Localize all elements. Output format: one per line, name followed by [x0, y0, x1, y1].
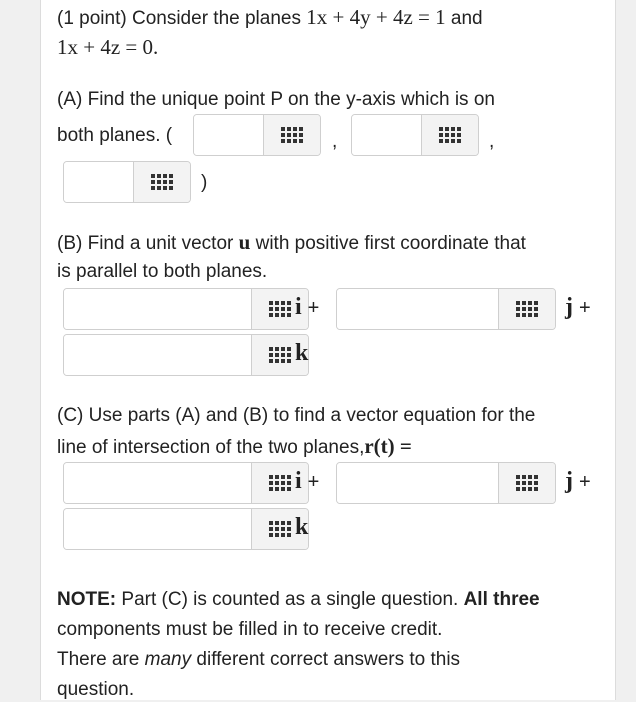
- plane1-equation: 1x + 4y + 4z = 1: [306, 5, 446, 29]
- plus-sign: +: [307, 297, 320, 319]
- j-label: [565, 294, 591, 321]
- keypad-grid-icon: [516, 475, 538, 491]
- note-line1: [57, 588, 540, 612]
- keypad-grid-icon: [269, 347, 291, 363]
- plus-sign: +: [579, 297, 591, 319]
- point-y-field[interactable]: [351, 114, 479, 156]
- points-text: (1 point) Consider the planes: [57, 8, 301, 29]
- i-label: [295, 294, 319, 321]
- plus-sign: +: [307, 471, 320, 493]
- line-i-field[interactable]: [63, 462, 309, 504]
- problem-header-line1: [57, 5, 483, 31]
- partC-prompt-line1: (C) Use parts (A) and (B) to find a vector equation for the: [57, 405, 536, 426]
- unit-vector-i-input[interactable]: [64, 289, 251, 329]
- point-x-input[interactable]: [194, 115, 263, 155]
- line-j-field[interactable]: [336, 462, 556, 504]
- unit-vector-i-field[interactable]: [63, 288, 309, 330]
- note-many: many: [144, 649, 192, 670]
- i-label: [295, 468, 319, 495]
- j-label: [565, 468, 591, 495]
- problem-card: [40, 0, 616, 700]
- keypad-button[interactable]: [133, 162, 190, 202]
- k-label: k: [295, 514, 309, 540]
- point-x-field[interactable]: [193, 114, 321, 156]
- j-symbol: j: [565, 294, 573, 320]
- note-line2: components must be filled in to receive credit.: [57, 619, 443, 640]
- partB-prompt-line2: is parallel to both planes.: [57, 261, 268, 282]
- partC-prompt-line2: [57, 434, 412, 460]
- point-z-input[interactable]: [64, 162, 133, 202]
- keypad-button[interactable]: [498, 463, 555, 503]
- partB-text-pre: (B) Find a unit vector: [57, 233, 234, 254]
- keypad-grid-icon: [269, 521, 291, 537]
- plane2-equation: 1x + 4z = 0.: [57, 35, 159, 59]
- note-label: NOTE:: [57, 589, 117, 610]
- unit-vector-j-input[interactable]: [337, 289, 498, 329]
- rt-symbol: r(t) =: [364, 434, 412, 458]
- unit-vector-j-field[interactable]: [336, 288, 556, 330]
- line-j-input[interactable]: [337, 463, 498, 503]
- partB-prompt-line1: [57, 230, 526, 256]
- partC-text: line of intersection of the two planes,: [57, 437, 365, 458]
- note-line3: [57, 648, 460, 672]
- note-text-post: different correct answers to this: [196, 649, 461, 670]
- note-bold-all-three: All three: [463, 589, 540, 610]
- note-text-pre: There are: [57, 649, 140, 670]
- line-k-field[interactable]: [63, 508, 309, 550]
- and-text: and: [450, 8, 483, 29]
- i-symbol: i: [295, 468, 302, 494]
- line-k-input[interactable]: [64, 509, 251, 549]
- comma-separator: ,: [489, 131, 495, 152]
- plus-sign: +: [579, 471, 591, 493]
- keypad-grid-icon: [269, 301, 291, 317]
- point-y-input[interactable]: [352, 115, 421, 155]
- close-paren: ): [201, 172, 208, 193]
- unit-vector-k-input[interactable]: [64, 335, 251, 375]
- j-symbol: j: [565, 468, 573, 494]
- keypad-button[interactable]: [263, 115, 320, 155]
- unit-vector-k-field[interactable]: [63, 334, 309, 376]
- comma-separator: ,: [332, 131, 338, 152]
- point-z-field[interactable]: [63, 161, 191, 203]
- note-text1: Part (C) is counted as a single question.: [121, 589, 459, 610]
- partA-prompt-line1: (A) Find the unique point P on the y-axis which is on: [57, 89, 495, 110]
- note-line4: question.: [57, 679, 135, 700]
- i-symbol: i: [295, 294, 302, 320]
- keypad-grid-icon: [281, 127, 303, 143]
- partA-prompt-line2: both planes. (: [57, 125, 173, 146]
- line-i-input[interactable]: [64, 463, 251, 503]
- keypad-grid-icon: [439, 127, 461, 143]
- keypad-grid-icon: [151, 174, 173, 190]
- keypad-button[interactable]: [498, 289, 555, 329]
- k-label: k: [295, 340, 309, 366]
- keypad-grid-icon: [516, 301, 538, 317]
- keypad-grid-icon: [269, 475, 291, 491]
- vector-u-symbol: u: [238, 230, 251, 254]
- partB-text-post: with positive first coordinate that: [255, 233, 526, 254]
- keypad-button[interactable]: [421, 115, 478, 155]
